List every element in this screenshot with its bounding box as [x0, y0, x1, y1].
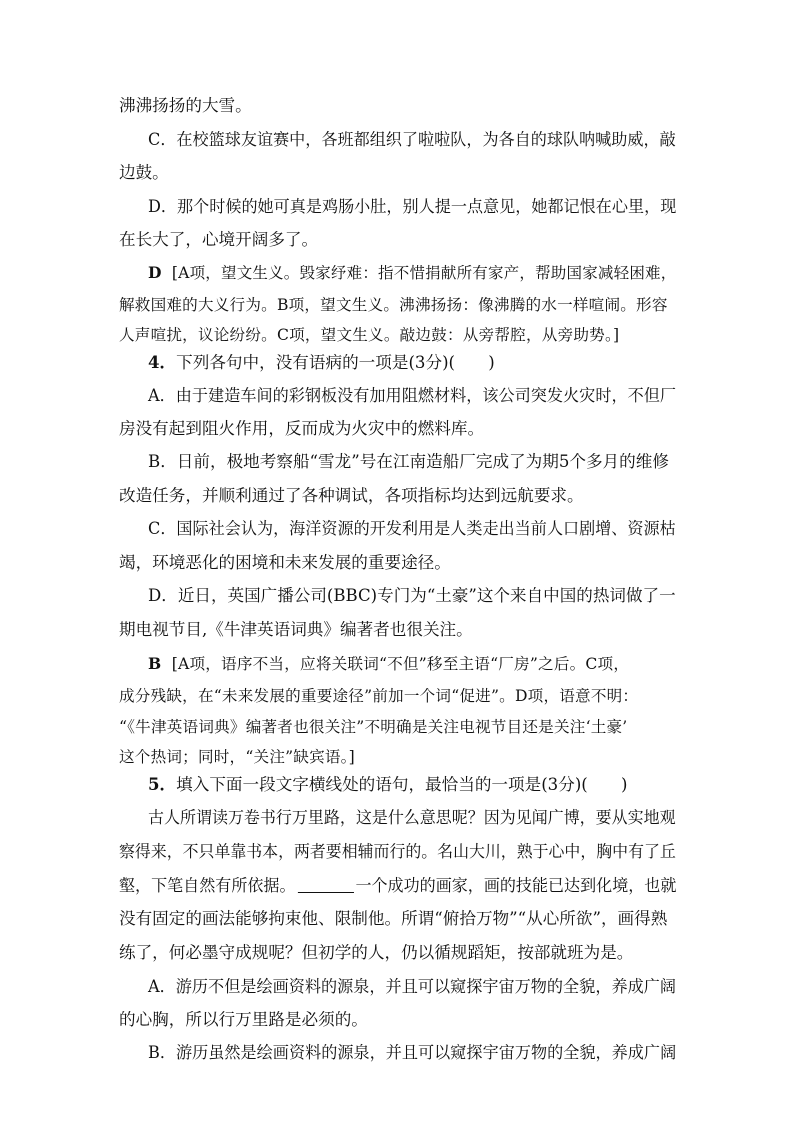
answer-explanation-3 [148, 263, 676, 283]
answer-explanation-4 [148, 654, 629, 674]
passage-line: 没有固定的画法能够拘束他、限制他。所谓“俯拾万物”“从心所欲”，画得熟 [119, 909, 668, 928]
passage-text: 壑，下笔自然有所依据。 [119, 876, 296, 895]
option-b-text: B．游历虽然是绘画资料的源泉，并且可以窥探宇宙万物的全貌，养成广阔 [148, 1043, 677, 1062]
answer-text: [A项，望文生义。毁家纾难：指不惜捐献所有家产，帮助国家减轻困难， [171, 264, 677, 282]
answer-text: 人声喧扰，议论纷纷。C项，望文生义。敲边鼓：从旁帮腔，从旁助势。] [119, 326, 620, 344]
option-b-text: B．日前，极地考察船“雪龙”号在江南造船厂完成了为期5个多月的维修 [148, 452, 669, 471]
text-line: 竭，环境恶化的困境和未来发展的重要途径。 [119, 553, 451, 572]
answer-text: “《牛津英语词典》编著者也很关注”不明确是关注电视节目还是关注‘土豪’ [119, 718, 628, 736]
answer-text: 解救国难的大义行为。B项，望文生义。沸沸扬扬：像沸腾的水一样喧闹。形容 [119, 296, 668, 314]
text-line: 期电视节目,《牛津英语词典》编著者也很关注。 [119, 620, 473, 639]
question-text: 下列各句中，没有语病的一项是(3分)( ) [176, 353, 495, 372]
option-a-text: A．游历不但是绘画资料的源泉，并且可以窥探宇宙万物的全貌，养成广阔 [148, 977, 676, 996]
option-c-text: C．国际社会认为，海洋资源的开发利用是人类走出当前人口剧增、资源枯 [148, 519, 676, 538]
option-a-text: A．由于建造车间的彩钢板没有加用阻燃材料，该公司突发火灾时，不但厂 [148, 386, 676, 405]
text-line: 的心胸，所以行万里路是必须的。 [119, 1010, 368, 1029]
text-line: 改造任务，并顺利通过了各种调试，各项指标均达到远航要求。 [119, 486, 584, 505]
passage-line: 察得来，不只单靠书本，两者要相辅而行的。名山大川，熟于心中，胸中有了丘 [119, 842, 676, 861]
text-line: 沸沸扬扬的大雪。 [119, 96, 252, 115]
text-line: 边鼓。 [119, 163, 169, 182]
question-4-stem [148, 352, 495, 373]
question-5-stem [148, 774, 627, 795]
text-line: 在长大了，心境开阔多了。 [119, 230, 319, 249]
answer-key: B [148, 654, 162, 673]
passage-text: 一个成功的画家，画的技能已达到化境，也就 [355, 876, 677, 895]
answer-text: [A项，语序不当，应将关联词“不但”移至主语“厂房”之后。C项， [171, 655, 630, 673]
fill-in-blank [297, 877, 353, 893]
answer-key: D [148, 263, 162, 282]
option-c-text: C．在校篮球友谊赛中，各班都组织了啦啦队，为各自的球队呐喊助威，敲 [148, 130, 676, 149]
question-text: 填入下面一段文字横线处的语句，最恰当的一项是(3分)( ) [176, 775, 628, 794]
answer-text: 这个热词；同时，“关注”缺宾语。] [119, 748, 355, 766]
passage-line: 练了，何必墨守成规呢？但初学的人，仍以循规蹈矩，按部就班为是。 [119, 943, 634, 962]
text-line: 房没有起到阻火作用，反而成为火灾中的燃料库。 [119, 419, 485, 438]
passage-line [119, 876, 676, 896]
option-d-text: D．那个时候的她可真是鸡肠小肚，别人提一点意见，她都记恨在心里，现 [148, 197, 677, 216]
answer-text: 成分残缺，在“未来发展的重要途径”前加一个词“促进”。D项，语意不明： [119, 687, 639, 705]
passage-line: 古人所谓读万卷书行万里路，这是什么意思呢？因为见闻广博，要从实地观 [148, 808, 676, 827]
question-number: 5． [148, 774, 177, 794]
question-number: 4． [148, 352, 177, 372]
option-d-text: D．近日，英国广播公司(BBC)专门为“土豪”这个来自中国的热词做了一 [148, 586, 676, 605]
